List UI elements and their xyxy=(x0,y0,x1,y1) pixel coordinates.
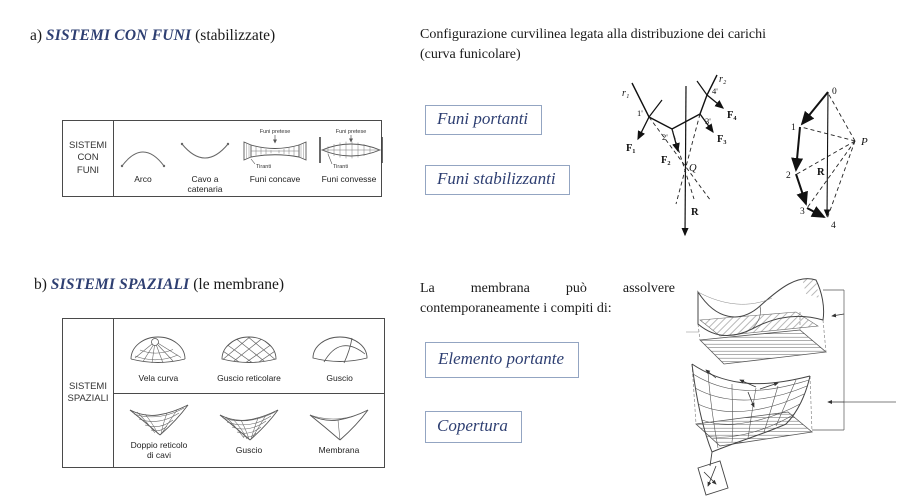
membrane-3d-drawing xyxy=(686,262,898,502)
row-label-line: CON xyxy=(77,152,99,164)
caption-line: Cavo a xyxy=(191,174,219,184)
point-2-label: 2 xyxy=(786,171,791,181)
r-label: R xyxy=(691,207,699,218)
r1-label: r₁ xyxy=(622,88,630,99)
copertura-box: Copertura xyxy=(425,411,522,443)
force-polygon-diagram xyxy=(781,82,886,240)
funicular-forces-diagram xyxy=(612,70,782,255)
spaziali-table xyxy=(62,318,385,468)
pole-p-label: P xyxy=(861,136,868,148)
funi-table xyxy=(62,120,382,197)
vela-curva-cell xyxy=(128,329,188,383)
tiranti-label: Tiranti xyxy=(333,164,349,170)
section-a-title: SISTEMI CON FUNI xyxy=(45,27,192,44)
funi-stabilizzanti-box: Funi stabilizzanti xyxy=(425,165,570,195)
section-a-suffix: (stabilizzate) xyxy=(191,27,276,44)
funi-concave-cell xyxy=(238,126,312,184)
catenaria-caption xyxy=(188,174,223,194)
funi-concave-drawing xyxy=(238,126,312,174)
caption-line: Doppio reticolo xyxy=(130,440,188,451)
caption-line: catenaria xyxy=(187,184,223,195)
catenaria-drawing xyxy=(172,126,238,174)
f1-label: F₁ xyxy=(626,143,636,154)
guscio-caption: Guscio xyxy=(326,372,353,383)
section-a-description xyxy=(420,25,892,66)
arco-caption: Arco xyxy=(134,174,152,184)
vela-curva-drawing xyxy=(128,329,188,373)
guscio-reticolare-caption: Guscio reticolare xyxy=(217,372,281,383)
funi-convesse-cell xyxy=(312,126,386,184)
guscio-saddle-caption: Guscio xyxy=(235,445,263,456)
row-label-line: FUNI xyxy=(76,164,100,176)
spaziali-row-2 xyxy=(114,393,384,468)
guscio-reticolare-drawing xyxy=(219,329,279,373)
row-label-line: SISTEMI xyxy=(68,380,107,392)
r-label: R xyxy=(817,167,825,178)
f3-label: F₃ xyxy=(717,134,727,145)
guscio-drawing xyxy=(310,329,370,373)
funi-pretese-label: Funi pretese xyxy=(335,129,367,135)
point-1-label: 1 xyxy=(791,123,796,133)
node-3-label: 3' xyxy=(705,116,711,126)
row-label-line: SISTEMI xyxy=(68,139,107,151)
row-label-line: SPAZIALI xyxy=(67,393,109,404)
doppio-reticolo-drawing xyxy=(127,400,191,440)
guscio-reticolare-cell xyxy=(217,329,281,383)
funi-convesse-drawing xyxy=(312,126,386,174)
caption-line: di cavi xyxy=(146,450,172,461)
funi-table-body xyxy=(114,121,386,196)
funi-concave-caption: Funi concave xyxy=(249,174,301,184)
point-0-label: 0 xyxy=(832,87,837,97)
catenaria-cell xyxy=(172,126,238,194)
doppio-reticolo-caption xyxy=(131,440,188,460)
tiranti-label: Tiranti xyxy=(256,164,272,170)
section-a-prefix: a) xyxy=(30,27,46,44)
node-4-label: 4' xyxy=(712,86,718,96)
doppio-reticolo-cell xyxy=(127,400,191,460)
point-4-label: 4 xyxy=(831,221,836,231)
r2-label: r₂ xyxy=(719,74,727,85)
f2-label: F₂ xyxy=(661,155,671,166)
guscio-cell xyxy=(310,329,370,383)
node-2-label: 2' xyxy=(662,132,668,142)
section-a-heading xyxy=(30,27,275,45)
funi-table-row-label xyxy=(63,121,114,196)
elemento-portante-box: Elemento portante xyxy=(425,342,579,378)
spaziali-table-body xyxy=(114,319,384,467)
spaziali-row-1 xyxy=(114,319,384,393)
arco-cell xyxy=(114,126,172,184)
membrana-cell xyxy=(307,405,371,455)
section-b-heading xyxy=(34,276,284,294)
description-line: (curva funicolare) xyxy=(420,47,521,63)
spaziali-table-row-label xyxy=(63,319,114,467)
guscio-saddle-drawing xyxy=(217,405,281,445)
membrana-drawing xyxy=(307,405,371,445)
description-line: Configurazione curvilinea legata alla distribuzione dei carichi xyxy=(420,27,766,42)
guscio-saddle-cell xyxy=(217,405,281,455)
arco-drawing xyxy=(114,126,172,174)
funi-convesse-caption: Funi convesse xyxy=(321,174,377,184)
vela-curva-caption: Vela curva xyxy=(138,372,179,383)
node-1-label: 1' xyxy=(637,108,643,118)
section-b-prefix: b) xyxy=(34,276,51,293)
funi-pretese-label: Funi pretese xyxy=(259,129,291,135)
q-label: Q xyxy=(689,163,697,174)
membrana-caption: Membrana xyxy=(318,445,360,456)
point-3-label: 3 xyxy=(800,207,805,217)
section-b-suffix: (le membrane) xyxy=(189,276,285,293)
funi-portanti-box: Funi portanti xyxy=(425,105,542,135)
section-b-title: SISTEMI SPAZIALI xyxy=(50,276,190,293)
f4-label: F₄ xyxy=(727,110,737,121)
section-b-description: La membrana può assolvere contemporaneamente i compiti di: xyxy=(420,281,675,317)
